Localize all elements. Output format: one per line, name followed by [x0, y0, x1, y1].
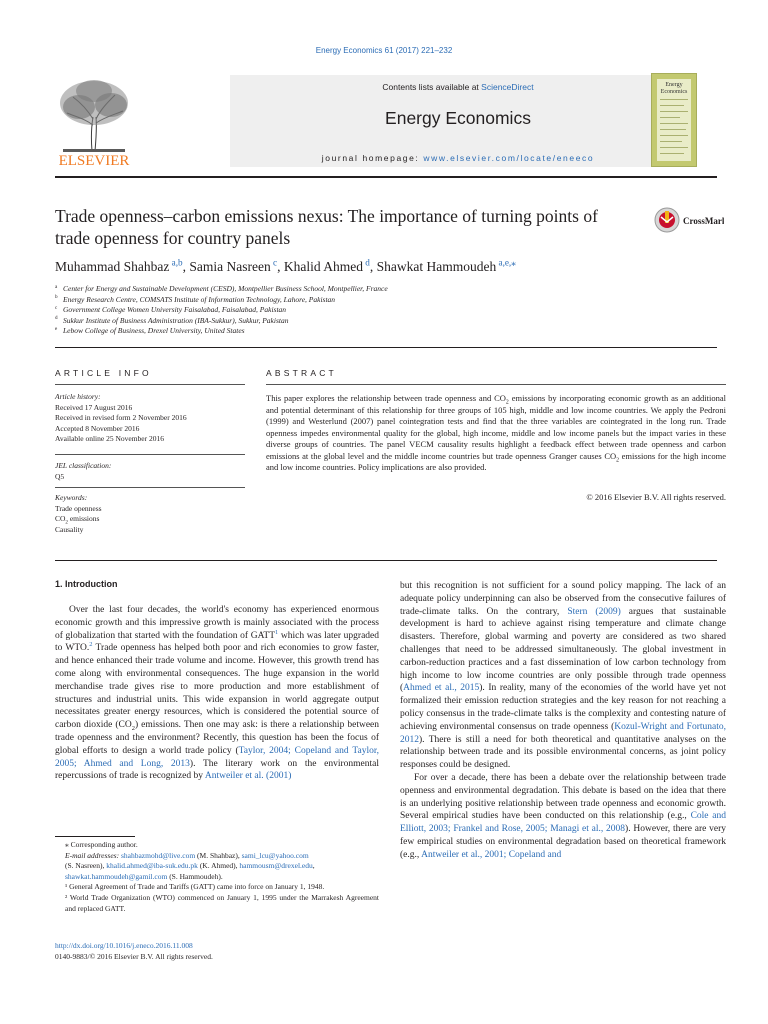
keywords: Keywords: Trade openness $CO_2$ emissions Causality	[55, 493, 250, 535]
email-link[interactable]: shawkat.hammoudeh@gamil.com	[65, 871, 168, 881]
doi-link[interactable]: http://dx.doi.org/10.1016/j.eneco.2016.11.008	[55, 941, 193, 950]
footnote-rule	[55, 836, 135, 837]
history-rule	[55, 454, 245, 455]
journal-header-box	[230, 75, 686, 167]
abstract-copyright: © 2016 Elsevier B.V. All rights reserved.	[586, 492, 726, 502]
contents-line: Contents lists available at ScienceDirect	[382, 82, 534, 92]
citation-link[interactable]: Antweiler et al., 2001; Copeland and	[421, 849, 562, 860]
journal-name: Energy Economics	[385, 108, 531, 128]
keyword-item: Trade openness	[55, 503, 102, 513]
doi-block	[55, 941, 213, 962]
citation-link[interactable]: Cole and Elliott, 2003; Frankel and Rose, 2005; Managi et al., 2008	[400, 811, 726, 835]
abstract-rule	[266, 384, 726, 385]
keyword-item: $CO_2$ emissions	[55, 514, 100, 526]
journal-masthead	[55, 73, 717, 169]
citation-link[interactable]: Stern (2009)	[567, 606, 621, 617]
email-link[interactable]: khalid.ahmed@iba-suk.edu.pk	[106, 861, 198, 871]
keyword-item: Causality	[55, 524, 84, 534]
sciencedirect-link[interactable]: ScienceDirect	[481, 82, 534, 92]
header-rule	[55, 176, 717, 178]
introduction-heading: 1. Introduction	[55, 579, 118, 589]
footnote-ref-2[interactable]: 2	[89, 641, 93, 649]
author-1: Muhammad Shahbaz $^{a,b}$,	[55, 257, 190, 274]
abstract-heading: ABSTRACT	[266, 368, 337, 378]
elsevier-wordmark: ELSEVIER	[58, 153, 130, 168]
abstract-text: This paper explores the relationship between trade openness and $CO_2$ emissions by incorporating economic growth as an additional and potential determinant of this relationship for three groups of 105 high, middle and low income countries. We apply the Pedroni (1999) and Westerlund (2007) panel cointegration tests and find that the three variables are cointegrated in the long run. Trade openness impedes environmental quality for the global, high income, middle and low income panels but the impact varies in these diverse groups of countries. The panel VECM causality results highlight a feedback effect between trade openness and carbon emissions at the global level and the middle income countries but trade openness Granger causes $CO_2$ emissions for the high income and low income countries. Policy implications are also provided.	[266, 393, 726, 472]
homepage-link[interactable]: www.elsevier.com/locate/eneeco	[423, 153, 595, 163]
section-rule	[55, 347, 717, 348]
author-2: Samia Nasreen $^c$,	[189, 257, 284, 274]
body-column-right: but this recognition is not sufficient for a sound policy mapping. The lack of an adequate policy underpinning can also be observed from the consecutive failures of trade-climate talks. On the contrary, Stern (2009) argues that sustainable development is hard to achieve against rising temperature and climate change disasters. Therefore, global warming and poverty are considered as two shared challenges that need to be addressed simultaneously. The global investment in carbon-reduction practices and a fast dissemination of low carbon technology from high income to low income countries are only possible through trade openness (Ahmed et al., 2015). In reality, many of the economies of the world have yet not formalized their emission reduction strategies and the key reason for not reaching a policy consensus in the trade-climate talks is the complexity and contesting nature of achieving environmental consensus on trade openness (Kozul-Wright and Fortunato, 2012). There is still a need for both theoretical and quantitative analyses on the relationship between trade and its possible environmental concerns, as joint policy responses could be designed. For over a decade, there has been a debate over the relationship between trade openness and environmental degradation. This debate is based on the idea that there is an underlying positive relationship between trade openness and economic growth. Several empirical studies have been conducted on this relationship (e.g., Cole and Elliott, 2003; Frankel and Rose, 2005; Managi et al., 2008). However, there are very few empirical studies on environmental degradation based on theoretical framework (e.g., Antweiler et al., 2001; Copeland and	[400, 581, 726, 860]
citation-link[interactable]: Taylor, 2004; Copeland and Taylor, 2005; Ahmed and Long, 2013	[55, 745, 379, 769]
affiliation-c: $^c$ Government College Women University Faisalabad, Faisalabad, Pakistan	[55, 304, 287, 315]
affiliation-e: $^e$ Lebow College of Business, Drexel University, United States	[55, 325, 245, 336]
footnotes	[55, 840, 379, 914]
crossmark-label: CrossMark	[683, 216, 724, 226]
author-list	[55, 259, 516, 275]
affiliation-b: $^b$ Energy Research Centre, COMSATS Institute of Information Technology, Lahore, Pakistan	[55, 294, 336, 304]
footnote-2: ² World Trade Organization (WTO) commenced on January 1, 1995 under the Marrakesh Agreement and replaced GATT.	[65, 892, 379, 913]
body-column-left: Over the last four decades, the world's economy has experienced enormous economic growth and this impressive growth is mainly associated with the process of globalization that started with the foundation of GATT$^1$ which was later upgraded to WTO.$^2$ Trade openness has helped both poor and rich economies to grow faster, and hence enhanced their trade volume and income. However, this growth trend has come along with environmental consequences. The huge expansion in the world merchandise trade gives rise to more production and more establishment of structures and industrial units. This wide expansion in world aggregate output necessitates greater energy resources, which is considered the potential source of carbon dioxide $(CO_2)$ emissions. Then one may ask: is there a relationship between trade openness and the environment? Recently, this question has been the focus of global efforts to design a world trade policy (Taylor, 2004; Copeland and Taylor, 2005; Ahmed and Long, 2013). The literary work on the environmental repercussions of trade is recognized by Antweiler et al. (2001)	[55, 605, 380, 782]
footnote-ref-1[interactable]: 1	[275, 628, 279, 636]
email-link[interactable]: hammousm@drexel.edu	[239, 861, 313, 871]
affiliations	[55, 284, 388, 337]
issn-line: 0140-9883/© 2016 Elsevier B.V. All rights reserved.	[55, 951, 213, 961]
email-link[interactable]: shahbazmohd@live.com	[120, 850, 196, 860]
citation-link[interactable]: Antweiler et al. (2001)	[204, 771, 292, 782]
affiliation-d: $^d$ Sukkur Institute of Business Administration (IBA-Sukkur), Sukkur, Pakistan	[55, 315, 289, 325]
article-title: Trade openness–carbon emissions nexus: The importance of turning points of trade openness for country panels	[55, 206, 598, 248]
footnote-1: ¹ General Agreement of Trade and Tariffs (GATT) came into force on January 1, 1948.	[65, 882, 325, 892]
elsevier-logo	[55, 73, 133, 168]
email-link[interactable]: sami_lcu@yahoo.com	[241, 850, 309, 860]
body-rule	[55, 560, 717, 561]
author-4: Shawkat Hammoudeh $^{a,e,⁎}$	[376, 257, 516, 274]
affiliation-a: $^a$ Center for Energy and Sustainable Development (CESD), Montpellier Business School, Montpellier, France	[55, 283, 388, 293]
email-addresses: E-mail addresses: shahbazmohd@live.com (M. Shahbaz), sami_lcu@yahoo.com (S. Nasreen), khalid.ahmed@iba-suk.edu.pk (K. Ahmed), hammousm@drexel.edu, shawkat.hammoudeh@gamil.com (S. Hammoudeh).	[65, 850, 315, 881]
journal-homepage: journal homepage: www.elsevier.com/locate/eneeco	[321, 153, 595, 163]
corresponding-author-note: ⁎ Corresponding author.	[65, 840, 138, 849]
article-history: Article history: Received 17 August 2016 Received in revised form 2 November 2016 Accepted 8 November 2016 Available online 25 November 2016	[55, 392, 187, 444]
cover-title: Energy Economics	[660, 82, 688, 95]
citation-link[interactable]: Kozul-Wright and Fortunato, 2012	[400, 721, 726, 745]
journal-citation[interactable]: Energy Economics 61 (2017) 221–232	[315, 46, 453, 55]
article-info-rule	[55, 384, 245, 385]
author-3: Khalid Ahmed $^d$,	[283, 257, 377, 274]
citation-link[interactable]: Ahmed et al., 2015	[403, 683, 480, 694]
jel-classification: JEL classification: Q5	[55, 461, 112, 481]
article-info-heading: ARTICLE INFO	[55, 368, 152, 378]
crossmark-badge[interactable]	[654, 205, 724, 235]
journal-cover-thumbnail[interactable]	[651, 73, 697, 167]
jel-rule	[55, 487, 245, 488]
